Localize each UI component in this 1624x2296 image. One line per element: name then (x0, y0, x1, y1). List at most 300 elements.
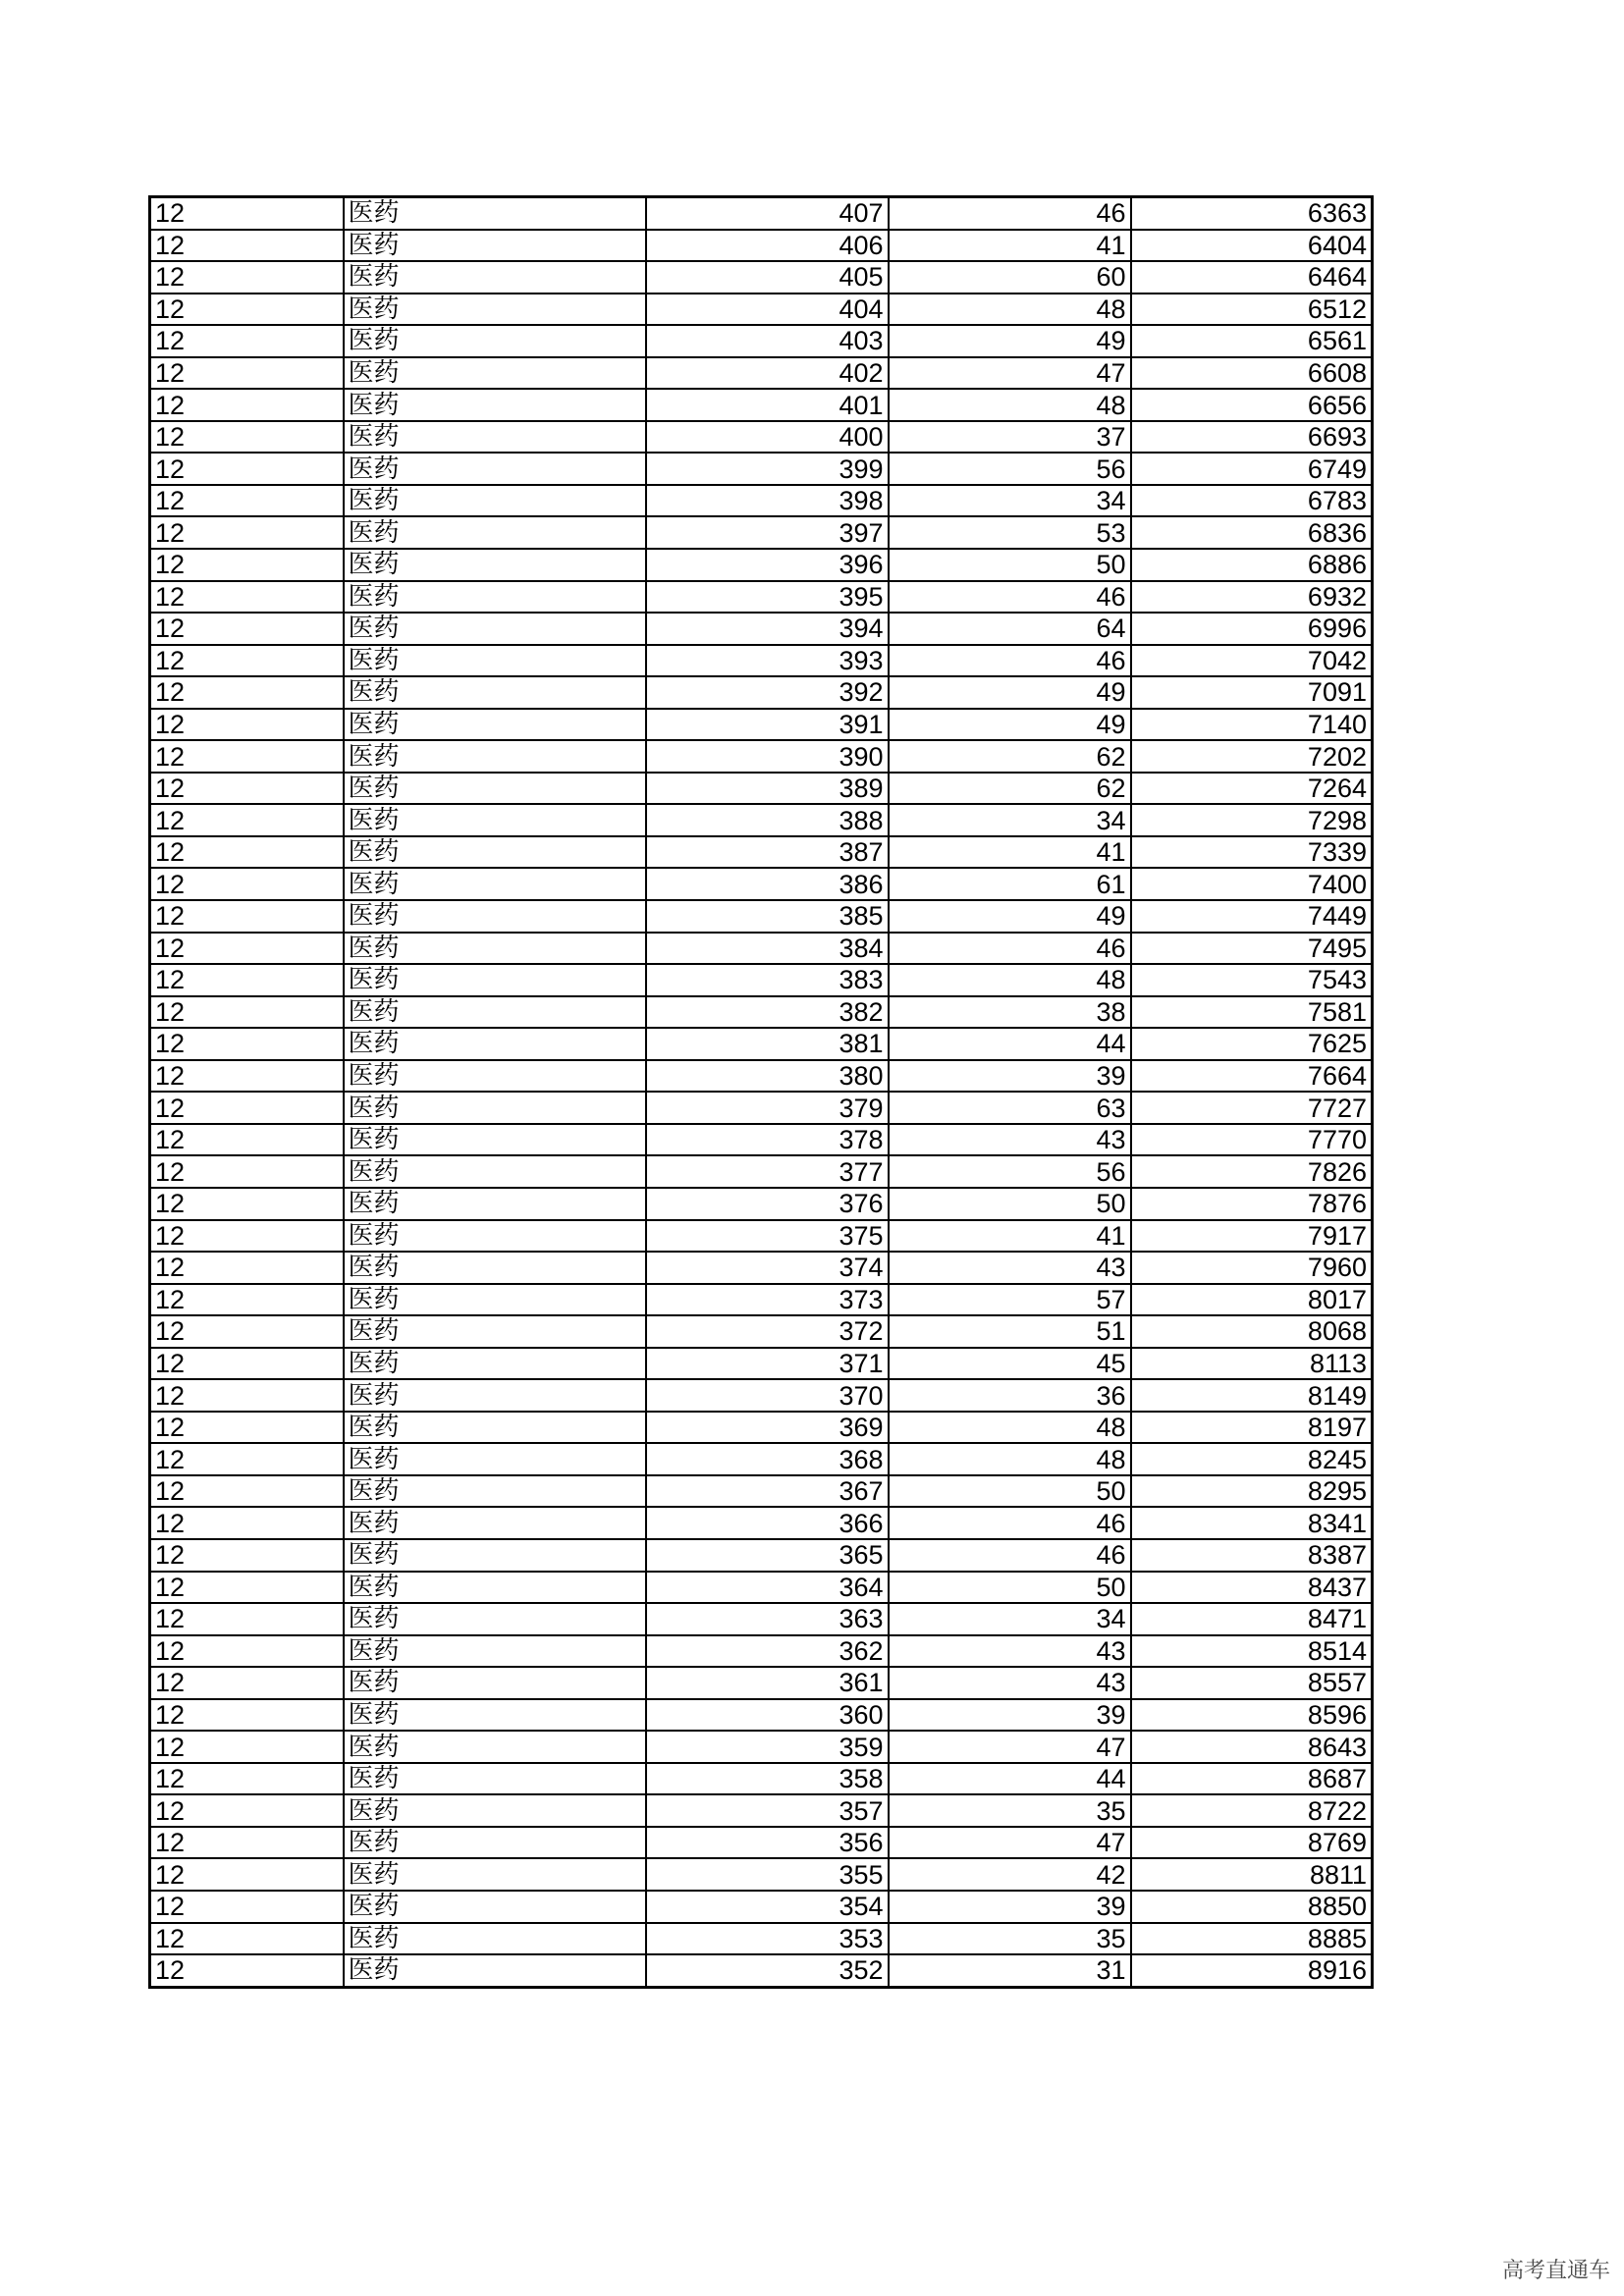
count-cell: 60 (889, 261, 1131, 294)
count-cell: 56 (889, 453, 1131, 485)
table-row (150, 740, 1373, 773)
group-cell: 12 (150, 773, 344, 805)
score-cell: 367 (646, 1475, 889, 1508)
cumulative-cell: 6363 (1131, 197, 1373, 230)
category-cell: 医药 (344, 1731, 646, 1763)
count-cell: 49 (889, 709, 1131, 741)
category-cell: 医药 (344, 389, 646, 421)
category-cell: 医药 (344, 1923, 646, 1955)
category-cell: 医药 (344, 1379, 646, 1412)
score-cell: 397 (646, 516, 889, 549)
score-cell: 352 (646, 1954, 889, 1987)
cumulative-cell: 7960 (1131, 1252, 1373, 1284)
category-cell: 医药 (344, 1539, 646, 1572)
count-cell: 50 (889, 1188, 1131, 1220)
category-cell: 医药 (344, 1699, 646, 1732)
table-row (150, 996, 1373, 1029)
count-cell: 39 (889, 1699, 1131, 1732)
group-cell: 12 (150, 1124, 344, 1156)
cumulative-cell: 6783 (1131, 485, 1373, 517)
table-row (150, 1284, 1373, 1316)
table-row (150, 325, 1373, 357)
category-cell: 医药 (344, 1412, 646, 1444)
category-cell: 医药 (344, 516, 646, 549)
group-cell: 12 (150, 357, 344, 390)
group-cell: 12 (150, 1379, 344, 1412)
cumulative-cell: 6404 (1131, 230, 1373, 262)
table-row (150, 1379, 1373, 1412)
cumulative-cell: 8068 (1131, 1315, 1373, 1348)
cumulative-cell: 6749 (1131, 453, 1373, 485)
table-row (150, 485, 1373, 517)
group-cell: 12 (150, 1539, 344, 1572)
count-cell: 42 (889, 1858, 1131, 1891)
category-cell: 医药 (344, 1348, 646, 1380)
table-row (150, 1891, 1373, 1923)
group-cell: 12 (150, 1443, 344, 1475)
group-cell: 12 (150, 453, 344, 485)
count-cell: 50 (889, 1572, 1131, 1604)
table-row (150, 1827, 1373, 1859)
count-cell: 37 (889, 421, 1131, 454)
table-row (150, 1412, 1373, 1444)
cumulative-cell: 6608 (1131, 357, 1373, 390)
count-cell: 46 (889, 197, 1131, 230)
cumulative-cell: 8245 (1131, 1443, 1373, 1475)
cumulative-cell: 6693 (1131, 421, 1373, 454)
category-cell: 医药 (344, 709, 646, 741)
cumulative-cell: 8197 (1131, 1412, 1373, 1444)
table-row (150, 516, 1373, 549)
count-cell: 50 (889, 549, 1131, 581)
score-cell: 373 (646, 1284, 889, 1316)
table-row (150, 453, 1373, 485)
category-cell: 医药 (344, 1188, 646, 1220)
count-cell: 41 (889, 836, 1131, 869)
group-cell: 12 (150, 740, 344, 773)
cumulative-cell: 8514 (1131, 1635, 1373, 1668)
score-cell: 357 (646, 1794, 889, 1827)
group-cell: 12 (150, 676, 344, 709)
score-cell: 404 (646, 294, 889, 326)
category-cell: 医药 (344, 676, 646, 709)
table-row (150, 1572, 1373, 1604)
cumulative-cell: 8113 (1131, 1348, 1373, 1380)
cumulative-cell: 7264 (1131, 773, 1373, 805)
table-row (150, 676, 1373, 709)
count-cell: 46 (889, 581, 1131, 614)
table-row (150, 773, 1373, 805)
score-cell: 374 (646, 1252, 889, 1284)
score-cell: 366 (646, 1507, 889, 1539)
group-cell: 12 (150, 1794, 344, 1827)
table-row (150, 933, 1373, 965)
cumulative-cell: 7876 (1131, 1188, 1373, 1220)
category-cell: 医药 (344, 900, 646, 933)
group-cell: 12 (150, 933, 344, 965)
score-cell: 384 (646, 933, 889, 965)
score-cell: 406 (646, 230, 889, 262)
count-cell: 46 (889, 645, 1131, 677)
table-row (150, 230, 1373, 262)
count-cell: 34 (889, 804, 1131, 836)
table-row (150, 1124, 1373, 1156)
table-row (150, 1699, 1373, 1732)
count-cell: 43 (889, 1124, 1131, 1156)
category-cell: 医药 (344, 996, 646, 1029)
score-cell: 378 (646, 1124, 889, 1156)
score-cell: 383 (646, 964, 889, 996)
category-cell: 医药 (344, 1858, 646, 1891)
count-cell: 48 (889, 964, 1131, 996)
cumulative-cell: 8149 (1131, 1379, 1373, 1412)
score-cell: 400 (646, 421, 889, 454)
score-cell: 355 (646, 1858, 889, 1891)
cumulative-cell: 7202 (1131, 740, 1373, 773)
cumulative-cell: 8687 (1131, 1763, 1373, 1795)
group-cell: 12 (150, 1348, 344, 1380)
category-cell: 医药 (344, 1794, 646, 1827)
score-cell: 391 (646, 709, 889, 741)
table-row (150, 357, 1373, 390)
count-cell: 48 (889, 1443, 1131, 1475)
table-row (150, 1443, 1373, 1475)
group-cell: 12 (150, 1220, 344, 1253)
score-cell: 353 (646, 1923, 889, 1955)
category-cell: 医药 (344, 453, 646, 485)
count-cell: 34 (889, 485, 1131, 517)
cumulative-cell: 7140 (1131, 709, 1373, 741)
table-row (150, 1763, 1373, 1795)
score-cell: 362 (646, 1635, 889, 1668)
table-row (150, 645, 1373, 677)
table-row (150, 709, 1373, 741)
group-cell: 12 (150, 1858, 344, 1891)
table-row (150, 1028, 1373, 1060)
cumulative-cell: 6836 (1131, 516, 1373, 549)
cumulative-cell: 6886 (1131, 549, 1373, 581)
cumulative-cell: 7400 (1131, 868, 1373, 900)
table-row (150, 1667, 1373, 1699)
group-cell: 12 (150, 1188, 344, 1220)
category-cell: 医药 (344, 1667, 646, 1699)
group-cell: 12 (150, 1284, 344, 1316)
category-cell: 医药 (344, 1284, 646, 1316)
group-cell: 12 (150, 421, 344, 454)
count-cell: 39 (889, 1060, 1131, 1093)
score-cell: 376 (646, 1188, 889, 1220)
category-cell: 医药 (344, 645, 646, 677)
table-row (150, 964, 1373, 996)
category-cell: 医药 (344, 804, 646, 836)
count-cell: 36 (889, 1379, 1131, 1412)
table-row (150, 1348, 1373, 1380)
cumulative-cell: 8017 (1131, 1284, 1373, 1316)
cumulative-cell: 7581 (1131, 996, 1373, 1029)
category-cell: 医药 (344, 740, 646, 773)
group-cell: 12 (150, 1603, 344, 1635)
score-cell: 361 (646, 1667, 889, 1699)
score-cell: 370 (646, 1379, 889, 1412)
group-cell: 12 (150, 1667, 344, 1699)
count-cell: 44 (889, 1763, 1131, 1795)
cumulative-cell: 6464 (1131, 261, 1373, 294)
score-cell: 358 (646, 1763, 889, 1795)
cumulative-cell: 8437 (1131, 1572, 1373, 1604)
cumulative-cell: 6996 (1131, 613, 1373, 645)
table-row (150, 197, 1373, 230)
count-cell: 63 (889, 1092, 1131, 1124)
count-cell: 62 (889, 773, 1131, 805)
table-row (150, 1155, 1373, 1188)
category-cell: 医药 (344, 964, 646, 996)
group-cell: 12 (150, 1923, 344, 1955)
count-cell: 62 (889, 740, 1131, 773)
count-cell: 43 (889, 1252, 1131, 1284)
count-cell: 38 (889, 996, 1131, 1029)
count-cell: 44 (889, 1028, 1131, 1060)
category-cell: 医药 (344, 1124, 646, 1156)
cumulative-cell: 8769 (1131, 1827, 1373, 1859)
category-cell: 医药 (344, 1827, 646, 1859)
group-cell: 12 (150, 581, 344, 614)
category-cell: 医药 (344, 581, 646, 614)
group-cell: 12 (150, 1507, 344, 1539)
category-cell: 医药 (344, 1443, 646, 1475)
cumulative-cell: 8557 (1131, 1667, 1373, 1699)
count-cell: 46 (889, 1539, 1131, 1572)
table-row (150, 1794, 1373, 1827)
score-cell: 359 (646, 1731, 889, 1763)
cumulative-cell: 7449 (1131, 900, 1373, 933)
score-cell: 398 (646, 485, 889, 517)
cumulative-cell: 7727 (1131, 1092, 1373, 1124)
cumulative-cell: 8811 (1131, 1858, 1373, 1891)
group-cell: 12 (150, 900, 344, 933)
category-cell: 医药 (344, 1475, 646, 1508)
table-body (150, 197, 1373, 1988)
category-cell: 医药 (344, 836, 646, 869)
table-row (150, 421, 1373, 454)
group-cell: 12 (150, 1028, 344, 1060)
table-row (150, 549, 1373, 581)
table-row (150, 1603, 1373, 1635)
group-cell: 12 (150, 836, 344, 869)
score-cell: 403 (646, 325, 889, 357)
cumulative-cell: 7625 (1131, 1028, 1373, 1060)
count-cell: 46 (889, 933, 1131, 965)
group-cell: 12 (150, 197, 344, 230)
category-cell: 医药 (344, 933, 646, 965)
cumulative-cell: 8643 (1131, 1731, 1373, 1763)
table-row (150, 1220, 1373, 1253)
group-cell: 12 (150, 549, 344, 581)
score-cell: 354 (646, 1891, 889, 1923)
table-row (150, 613, 1373, 645)
table-row (150, 1731, 1373, 1763)
category-cell: 医药 (344, 1060, 646, 1093)
count-cell: 57 (889, 1284, 1131, 1316)
group-cell: 12 (150, 996, 344, 1029)
score-cell: 392 (646, 676, 889, 709)
score-cell: 375 (646, 1220, 889, 1253)
group-cell: 12 (150, 1699, 344, 1732)
cumulative-cell: 8387 (1131, 1539, 1373, 1572)
cumulative-cell: 7339 (1131, 836, 1373, 869)
count-cell: 39 (889, 1891, 1131, 1923)
count-cell: 35 (889, 1794, 1131, 1827)
table-row (150, 389, 1373, 421)
category-cell: 医药 (344, 325, 646, 357)
count-cell: 56 (889, 1155, 1131, 1188)
table-row (150, 1315, 1373, 1348)
cumulative-cell: 7826 (1131, 1155, 1373, 1188)
count-cell: 48 (889, 294, 1131, 326)
group-cell: 12 (150, 1315, 344, 1348)
group-cell: 12 (150, 230, 344, 262)
group-cell: 12 (150, 1827, 344, 1859)
table-row (150, 1954, 1373, 1987)
group-cell: 12 (150, 294, 344, 326)
table-row (150, 1092, 1373, 1124)
table-row (150, 900, 1373, 933)
table-row (150, 1252, 1373, 1284)
score-cell: 371 (646, 1348, 889, 1380)
group-cell: 12 (150, 485, 344, 517)
category-cell: 医药 (344, 1891, 646, 1923)
category-cell: 医药 (344, 1507, 646, 1539)
score-cell: 387 (646, 836, 889, 869)
group-cell: 12 (150, 1092, 344, 1124)
group-cell: 12 (150, 709, 344, 741)
cumulative-cell: 8916 (1131, 1954, 1373, 1987)
group-cell: 12 (150, 1954, 344, 1987)
category-cell: 医药 (344, 1252, 646, 1284)
count-cell: 48 (889, 389, 1131, 421)
score-cell: 363 (646, 1603, 889, 1635)
category-cell: 医药 (344, 421, 646, 454)
table-row (150, 1188, 1373, 1220)
table-row (150, 1923, 1373, 1955)
category-cell: 医药 (344, 357, 646, 390)
category-cell: 医药 (344, 485, 646, 517)
category-cell: 医药 (344, 1954, 646, 1987)
group-cell: 12 (150, 1412, 344, 1444)
group-cell: 12 (150, 1635, 344, 1668)
count-cell: 50 (889, 1475, 1131, 1508)
group-cell: 12 (150, 645, 344, 677)
score-cell: 380 (646, 1060, 889, 1093)
group-cell: 12 (150, 1731, 344, 1763)
score-cell: 399 (646, 453, 889, 485)
score-cell: 372 (646, 1315, 889, 1348)
cumulative-cell: 8722 (1131, 1794, 1373, 1827)
group-cell: 12 (150, 868, 344, 900)
category-cell: 医药 (344, 1028, 646, 1060)
group-cell: 12 (150, 1763, 344, 1795)
cumulative-cell: 8596 (1131, 1699, 1373, 1732)
group-cell: 12 (150, 389, 344, 421)
category-cell: 医药 (344, 613, 646, 645)
score-cell: 393 (646, 645, 889, 677)
group-cell: 12 (150, 804, 344, 836)
cumulative-cell: 8850 (1131, 1891, 1373, 1923)
score-cell: 388 (646, 804, 889, 836)
count-cell: 34 (889, 1603, 1131, 1635)
count-cell: 61 (889, 868, 1131, 900)
category-cell: 医药 (344, 1220, 646, 1253)
score-cell: 356 (646, 1827, 889, 1859)
score-cell: 396 (646, 549, 889, 581)
cumulative-cell: 6512 (1131, 294, 1373, 326)
score-cell: 365 (646, 1539, 889, 1572)
count-cell: 46 (889, 1507, 1131, 1539)
count-cell: 43 (889, 1635, 1131, 1668)
table-row (150, 1858, 1373, 1891)
score-cell: 386 (646, 868, 889, 900)
group-cell: 12 (150, 325, 344, 357)
cumulative-cell: 7495 (1131, 933, 1373, 965)
category-cell: 医药 (344, 1155, 646, 1188)
cumulative-cell: 6656 (1131, 389, 1373, 421)
score-cell: 381 (646, 1028, 889, 1060)
category-cell: 医药 (344, 1315, 646, 1348)
score-cell: 382 (646, 996, 889, 1029)
cumulative-cell: 7770 (1131, 1124, 1373, 1156)
table-row (150, 836, 1373, 869)
cumulative-cell: 8471 (1131, 1603, 1373, 1635)
score-cell: 379 (646, 1092, 889, 1124)
count-cell: 45 (889, 1348, 1131, 1380)
table-row (150, 1539, 1373, 1572)
cumulative-cell: 7091 (1131, 676, 1373, 709)
score-cell: 395 (646, 581, 889, 614)
group-cell: 12 (150, 261, 344, 294)
cumulative-cell: 7543 (1131, 964, 1373, 996)
group-cell: 12 (150, 1572, 344, 1604)
score-cell: 368 (646, 1443, 889, 1475)
count-cell: 41 (889, 1220, 1131, 1253)
count-cell: 51 (889, 1315, 1131, 1348)
cumulative-cell: 6561 (1131, 325, 1373, 357)
count-cell: 47 (889, 357, 1131, 390)
count-cell: 47 (889, 1827, 1131, 1859)
cumulative-cell: 7298 (1131, 804, 1373, 836)
count-cell: 41 (889, 230, 1131, 262)
group-cell: 12 (150, 1060, 344, 1093)
score-cell: 369 (646, 1412, 889, 1444)
group-cell: 12 (150, 1891, 344, 1923)
count-cell: 64 (889, 613, 1131, 645)
category-cell: 医药 (344, 1572, 646, 1604)
cumulative-cell: 8885 (1131, 1923, 1373, 1955)
score-cell: 405 (646, 261, 889, 294)
category-cell: 医药 (344, 1635, 646, 1668)
group-cell: 12 (150, 1155, 344, 1188)
table-row (150, 261, 1373, 294)
watermark: 高考直通车 (1501, 2259, 1610, 2283)
score-cell: 364 (646, 1572, 889, 1604)
category-cell: 医药 (344, 868, 646, 900)
table-row (150, 581, 1373, 614)
score-cell: 407 (646, 197, 889, 230)
category-cell: 医药 (344, 549, 646, 581)
category-cell: 医药 (344, 230, 646, 262)
count-cell: 49 (889, 900, 1131, 933)
category-cell: 医药 (344, 197, 646, 230)
score-cell: 390 (646, 740, 889, 773)
score-cell: 360 (646, 1699, 889, 1732)
